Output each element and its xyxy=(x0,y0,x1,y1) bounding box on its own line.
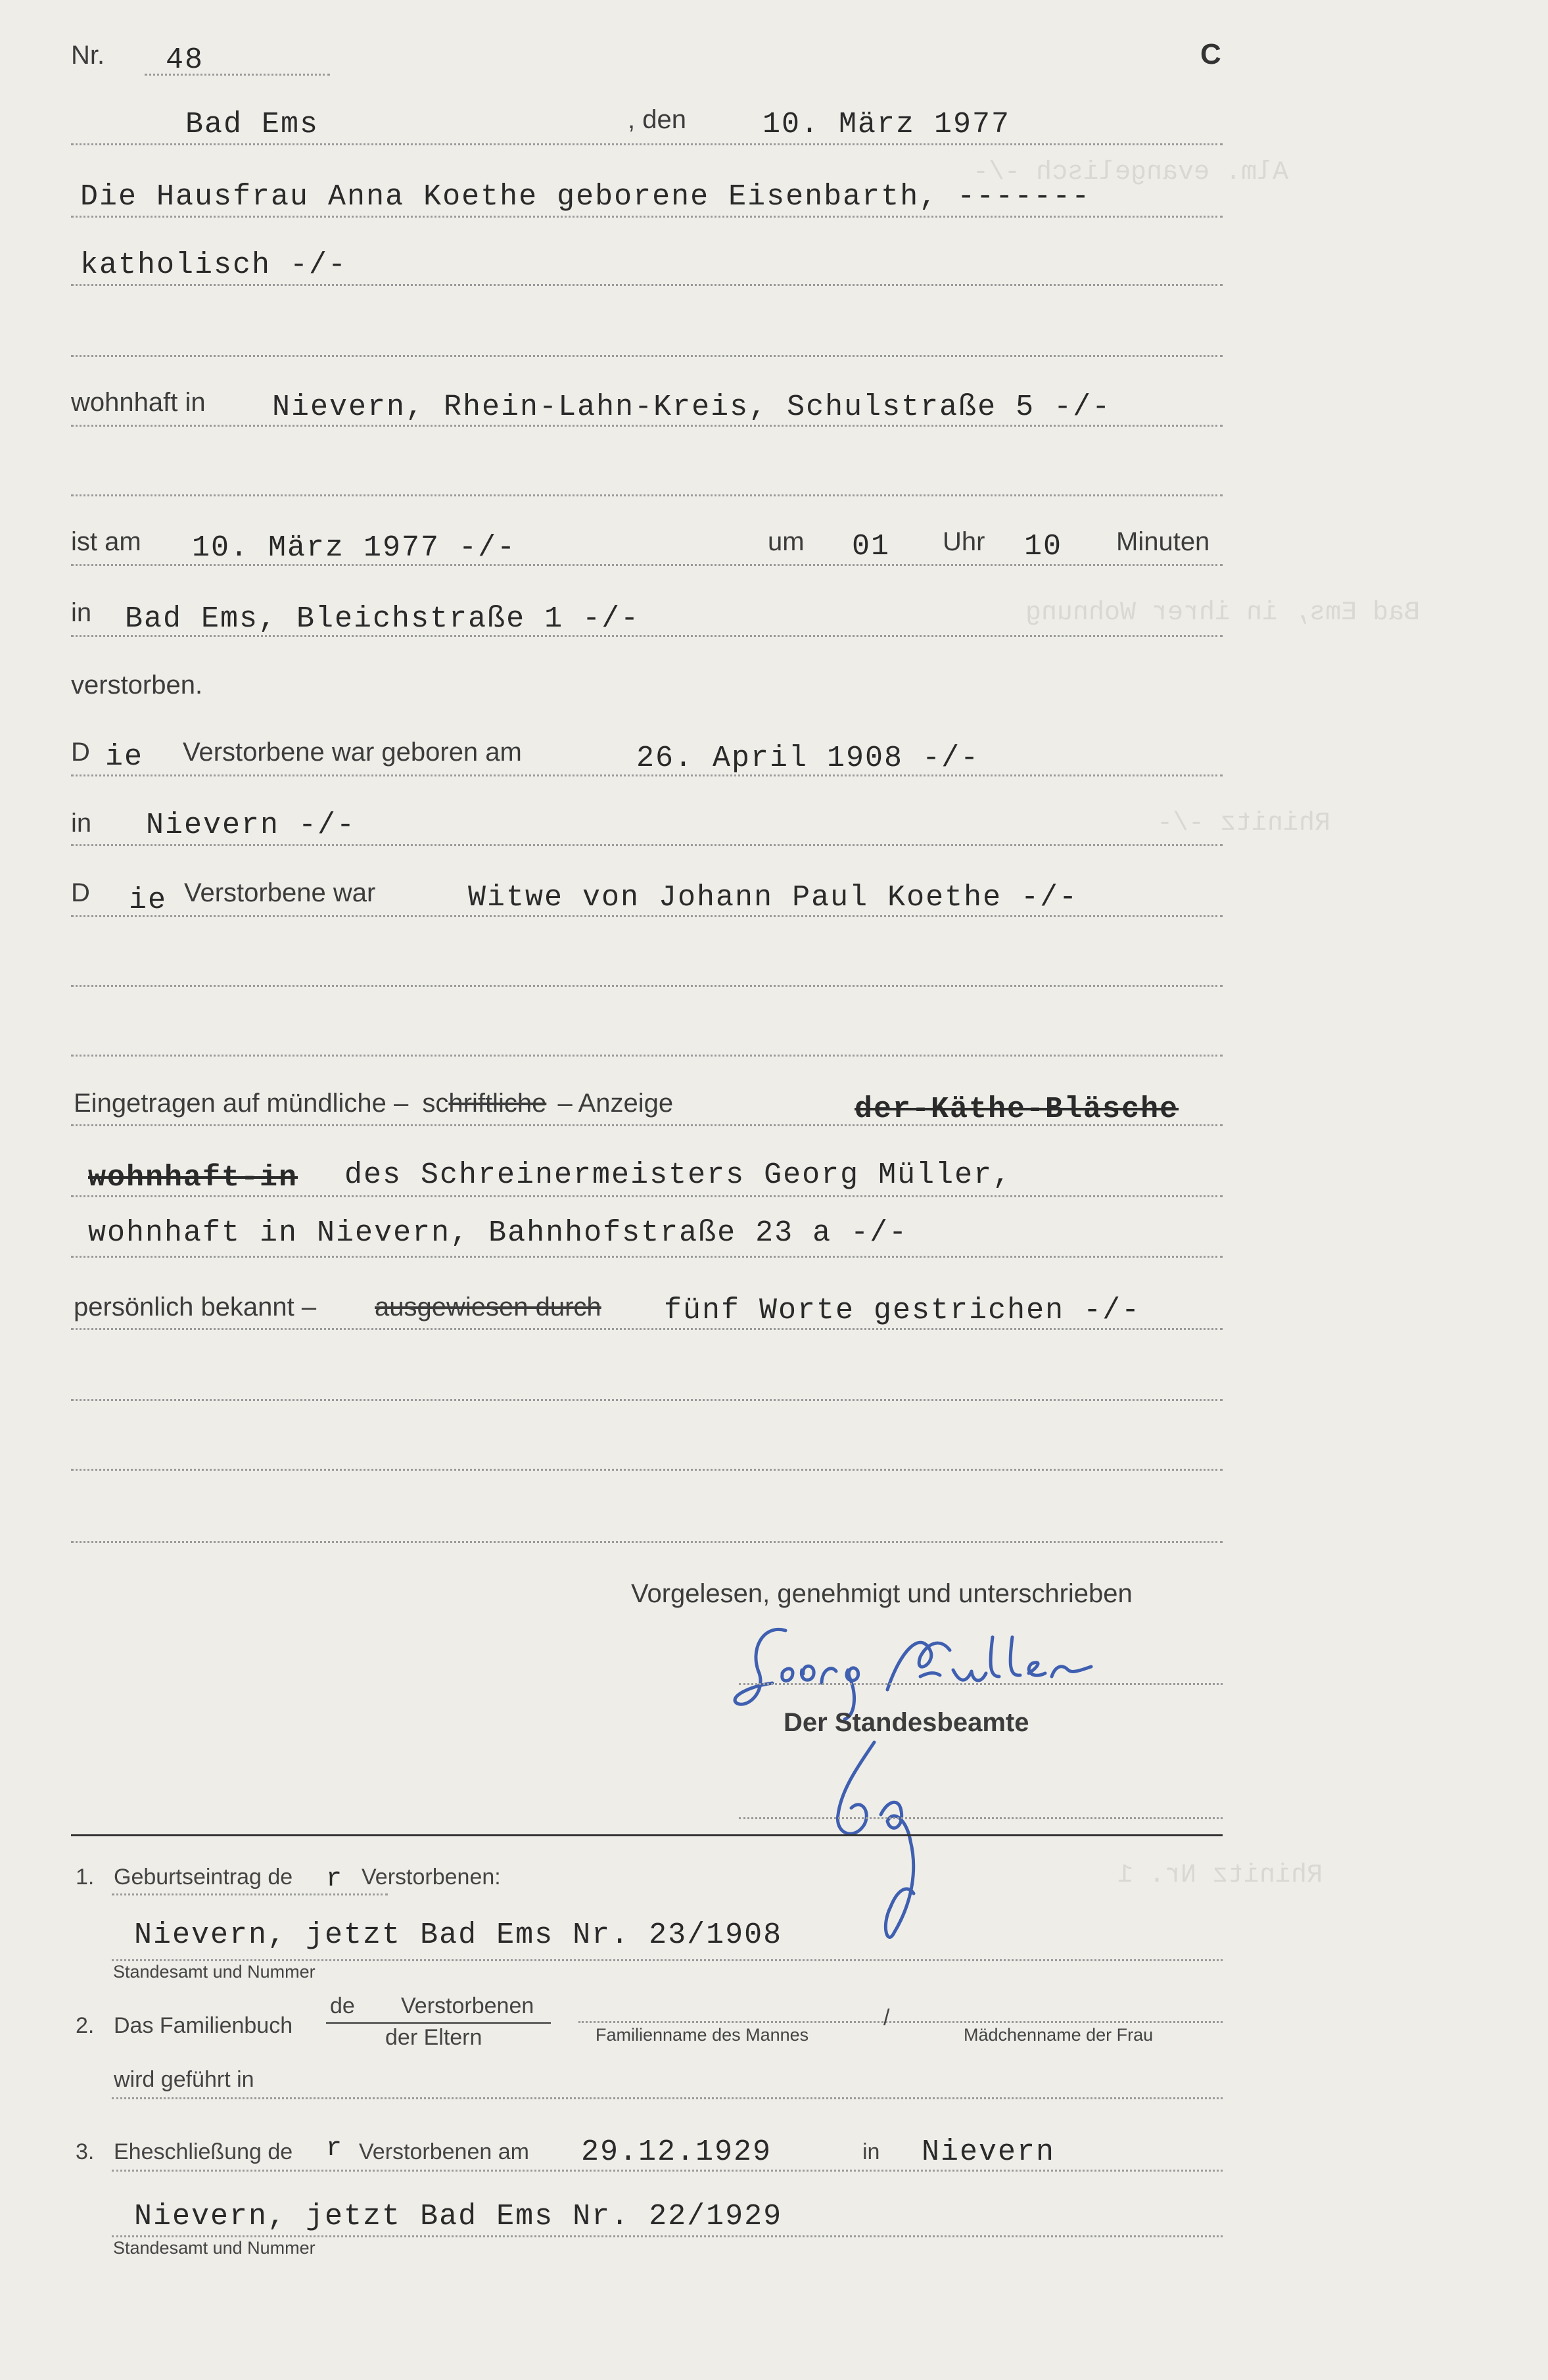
person-line-1: Die Hausfrau Anna Koethe geborene Eisenbarth, ------- xyxy=(80,180,1091,214)
item3-number: 3. xyxy=(76,2139,95,2164)
death-hour: 01 xyxy=(852,530,891,563)
dotted-line xyxy=(71,494,1223,496)
item2-wird: wird geführt in xyxy=(114,2067,254,2092)
item3-suffix: r xyxy=(326,2134,344,2164)
birth-d-prefix: D xyxy=(71,738,90,767)
frau-label: Mädchenname der Frau xyxy=(964,2025,1154,2045)
dotted-line xyxy=(71,774,1223,776)
dotted-line xyxy=(71,355,1223,357)
slash: / xyxy=(883,2005,890,2030)
uhr-label: Uhr xyxy=(943,527,985,556)
marriage-date: 29.12.1929 xyxy=(581,2135,772,2169)
dotted-line xyxy=(112,2170,1223,2172)
registration-line-2: des Schreinermeisters Georg Müller, xyxy=(344,1158,1012,1192)
place: Bad Ems xyxy=(185,108,319,141)
item2-top: Verstorbenen xyxy=(401,1993,534,2018)
bleed-through-text: Rhinitz -/- xyxy=(1157,809,1331,838)
dotted-line xyxy=(145,74,330,76)
standesamt-label-2: Standesamt und Nummer xyxy=(113,2238,316,2258)
dotted-line xyxy=(112,2097,1223,2099)
item1-label: Geburtseintrag de xyxy=(114,1865,293,1890)
item1-label-end: Verstorbenen: xyxy=(362,1865,501,1890)
item3-value: Nievern, jetzt Bad Ems Nr. 22/1929 xyxy=(134,2200,783,2233)
um-label: um xyxy=(768,527,805,556)
dotted-line xyxy=(71,1256,1223,1258)
item2-number: 2. xyxy=(76,2013,95,2038)
bekannt-label: persönlich bekannt – xyxy=(74,1293,317,1321)
dotted-line xyxy=(112,1959,1223,1961)
official-label: Der Standesbeamte xyxy=(784,1708,1029,1737)
birth-date: 26. April 1908 -/- xyxy=(636,742,980,775)
death-place-label: in xyxy=(71,598,92,627)
status-value: Witwe von Johann Paul Koethe -/- xyxy=(468,881,1079,915)
dotted-line xyxy=(71,844,1223,846)
dotted-line xyxy=(578,2021,1223,2023)
birth-label: Verstorbene war geboren am xyxy=(183,738,522,767)
item2-label: Das Familienbuch xyxy=(114,2013,293,2038)
struck-wohnhaft: wohnhaft-in xyxy=(88,1161,298,1195)
dotted-line xyxy=(71,1124,1223,1126)
dotted-line xyxy=(739,1817,1223,1819)
bekannt-note: fünf Worte gestrichen -/- xyxy=(664,1294,1141,1327)
dotted-line xyxy=(71,1195,1223,1197)
register-letter: C xyxy=(1200,38,1221,70)
person-line-2: katholisch -/- xyxy=(80,249,348,282)
bekannt-struck: ausgewiesen durch xyxy=(375,1293,601,1321)
item1-number: 1. xyxy=(76,1865,95,1890)
bleed-through-text: Bad Ems, in ihrer Wohnung xyxy=(1025,598,1420,628)
death-date: 10. März 1977 -/- xyxy=(192,531,517,565)
registration-label xyxy=(74,1089,673,1118)
dotted-line xyxy=(71,1328,1223,1330)
death-minute: 10 xyxy=(1024,530,1063,563)
item2-bottom: der Eltern xyxy=(385,2025,482,2050)
dotted-line xyxy=(71,284,1223,286)
struck-name: der-Käthe-Bläsche xyxy=(855,1093,1179,1126)
mann-label: Familienname des Mannes xyxy=(596,2025,809,2045)
dotted-line xyxy=(71,425,1223,427)
official-signature xyxy=(815,1736,960,1946)
dotted-line xyxy=(71,564,1223,566)
status-label: Verstorbene war xyxy=(184,878,376,907)
residence-label: wohnhaft in xyxy=(71,388,206,417)
standesamt-label: Standesamt und Nummer xyxy=(113,1962,316,1982)
birth-place: Nievern -/- xyxy=(146,809,356,842)
dotted-line xyxy=(112,2235,1223,2237)
dotted-line xyxy=(71,216,1223,218)
birth-d-suffix: ie xyxy=(105,740,144,774)
section-divider xyxy=(71,1834,1223,1836)
registration-label-start: Eingetragen auf mündliche – xyxy=(74,1089,409,1118)
item1-value: Nievern, jetzt Bad Ems Nr. 23/1908 xyxy=(134,1918,783,1952)
dotted-line xyxy=(71,1469,1223,1471)
death-place: Bad Ems, Bleichstraße 1 -/- xyxy=(125,602,640,636)
item3-label: Eheschließung de xyxy=(114,2139,293,2164)
dotted-line xyxy=(71,915,1223,917)
minuten-label: Minuten xyxy=(1116,527,1210,556)
residence: Nievern, Rhein-Lahn-Kreis, Schulstraße 5 -/- xyxy=(272,391,1112,424)
date-label: , den xyxy=(628,105,686,134)
death-date-label: ist am xyxy=(71,527,141,556)
nr-value: 48 xyxy=(166,43,204,77)
verstorben-label: verstorben. xyxy=(71,671,203,700)
dotted-line xyxy=(71,985,1223,987)
nr-label: Nr. xyxy=(71,41,105,70)
date: 10. März 1977 xyxy=(762,108,1011,141)
registration-struck-word: hriftliche xyxy=(448,1089,547,1118)
status-d-prefix: D xyxy=(71,878,90,907)
item2-de: de xyxy=(330,1993,355,2018)
dotted-line xyxy=(739,1683,1223,1685)
marriage-place: Nievern xyxy=(922,2135,1056,2169)
birth-place-label: in xyxy=(71,809,92,838)
dotted-line xyxy=(71,1541,1223,1543)
bleed-through-text: Rhinitz Nr. 1 xyxy=(1117,1861,1323,1890)
item3-in-label: in xyxy=(862,2139,880,2164)
dotted-line xyxy=(112,1893,388,1895)
dotted-line xyxy=(71,143,1223,145)
dotted-line xyxy=(71,1055,1223,1057)
item3-label-end: Verstorbenen am xyxy=(359,2139,529,2164)
item1-suffix: r xyxy=(326,1865,344,1894)
status-d-suffix: ie xyxy=(129,884,168,917)
registration-struck-prefix: sc xyxy=(422,1089,449,1118)
registration-line-3: wohnhaft in Nievern, Bahnhofstraße 23 a -/- xyxy=(88,1216,908,1250)
fraction-line xyxy=(326,2022,551,2024)
bleed-through-text: Alm. evangelisch -/- xyxy=(973,158,1289,187)
dotted-line xyxy=(71,635,1223,637)
registration-label-end: – Anzeige xyxy=(557,1089,674,1118)
dotted-line xyxy=(71,1399,1223,1401)
read-approved-label: Vorgelesen, genehmigt und unterschrieben xyxy=(631,1579,1133,1608)
